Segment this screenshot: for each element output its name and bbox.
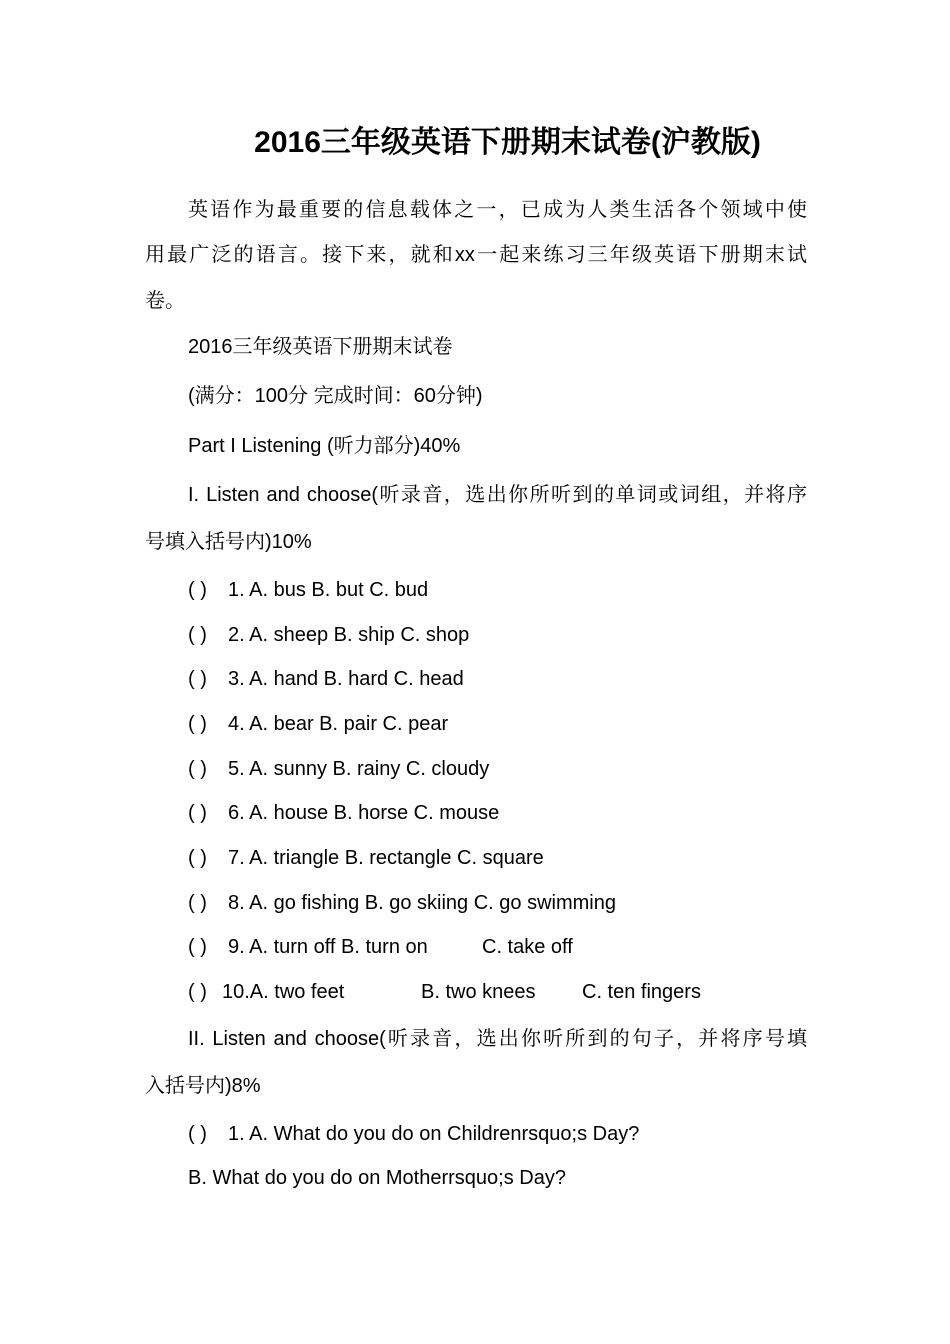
section-one-instruction-line-2: 号填入括号内)10% [145, 531, 312, 553]
answer-bracket: ( ) [188, 847, 207, 869]
question-text: 3. A. hand B. hard C. head [228, 668, 464, 690]
section-two-instruction-line-2: 入括号内)8% [145, 1075, 261, 1097]
question-text: 5. A. sunny B. rainy C. cloudy [228, 758, 490, 780]
option-b: B. What do you do on Motherrsquo;s Day? [188, 1167, 566, 1189]
question-text: 4. A. bear B. pair C. pear [228, 713, 449, 735]
answer-bracket: ( ) [188, 624, 207, 646]
exam-subtitle: 2016三年级英语下册期末试卷 [188, 336, 453, 358]
question-text: 2. A. sheep B. ship C. shop [228, 624, 470, 646]
intro-line-1: 英语作为最重要的信息载体之一，已成为人类生活各个领域中使 [188, 199, 807, 221]
document-title: 2016三年级英语下册期末试卷(沪教版) [254, 126, 761, 159]
option-c: C. take off [482, 936, 573, 958]
question-text: 7. A. triangle B. rectangle C. square [228, 847, 544, 869]
answer-bracket: ( ) [188, 981, 207, 1003]
question-text: 10.A. two feet [222, 981, 345, 1003]
answer-bracket: ( ) [188, 713, 207, 735]
question-text: 1. A. What do you do on Childrenrsquo;s Day? [228, 1123, 640, 1145]
question-text: 1. A. bus B. but C. bud [228, 579, 429, 601]
answer-bracket: ( ) [188, 802, 207, 824]
answer-bracket: ( ) [188, 758, 207, 780]
section-one-instruction-line-1: I. Listen and choose(听录音，选出你所听到的单词或词组，并将序 [188, 484, 807, 506]
option-b: B. two knees [421, 981, 536, 1003]
question-text: 8. A. go fishing B. go skiing C. go swimming [228, 892, 616, 914]
intro-line-3: 卷。 [145, 290, 185, 312]
option-c: C. ten fingers [582, 981, 701, 1003]
answer-bracket: ( ) [188, 892, 207, 914]
part-one-heading: Part I Listening (听力部分)40% [188, 435, 461, 457]
answer-bracket: ( ) [188, 579, 207, 601]
answer-bracket: ( ) [188, 1123, 207, 1145]
section-two-instruction-line-1: II. Listen and choose(听录音，选出你听所到的句子，并将序号填 [188, 1028, 807, 1050]
question-text: 6. A. house B. horse C. mouse [228, 802, 500, 824]
answer-bracket: ( ) [188, 668, 207, 690]
score-info: (满分：100分 完成时间：60分钟) [188, 385, 483, 407]
answer-bracket: ( ) [188, 936, 207, 958]
question-text: 9. A. turn off B. turn on [228, 936, 428, 958]
intro-line-2: 用最广泛的语言。接下来，就和xx一起来练习三年级英语下册期末试 [145, 244, 807, 266]
